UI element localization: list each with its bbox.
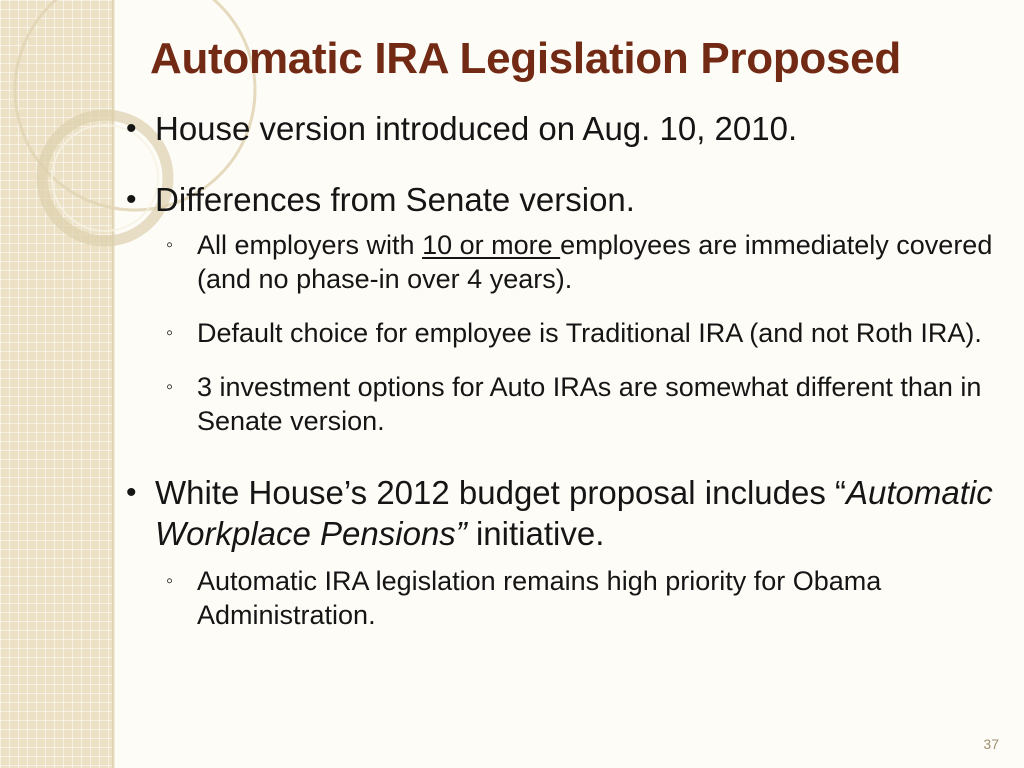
page-number: 37	[983, 736, 999, 752]
sub-bullet-circle: ◦	[166, 234, 174, 256]
bullet-dot: •	[126, 476, 137, 509]
sub-bullet-circle: ◦	[166, 322, 174, 344]
bullet-text-post: initiative.	[466, 515, 605, 552]
sub-bullet-employers	[122, 228, 1017, 296]
bullet-text: Differences from Senate version.	[155, 181, 635, 218]
sub-text-pre: All employers with	[197, 230, 423, 260]
sub-text-post: employees are immediately covered (and no phase-in over 4 years).	[197, 230, 993, 294]
bullet-dot: •	[126, 112, 137, 145]
slide-content	[122, 108, 1017, 632]
underlined-text: 10 or more	[422, 230, 561, 260]
bullet-text-pre: White House’s 2012 budget proposal includes “	[155, 474, 846, 511]
bullet-dot: •	[126, 183, 137, 216]
sub-bullet-priority	[122, 564, 1017, 632]
italic-text: Automatic Workplace Pensions”	[155, 474, 993, 552]
bullet-text: House version introduced on Aug. 10, 2010.	[155, 110, 798, 147]
sub-text: Default choice for employee is Traditional IRA (and not Roth IRA).	[197, 318, 982, 348]
sub-text: Automatic IRA legislation remains high priority for Obama Administration.	[197, 566, 882, 630]
bullet-differences	[122, 179, 1017, 220]
bullet-white-house	[122, 472, 1017, 554]
sub-bullet-default-choice	[122, 316, 1017, 350]
sub-bullet-investment-options	[122, 370, 1017, 438]
sub-bullet-circle: ◦	[166, 570, 174, 592]
slide-title: Automatic IRA Legislation Proposed	[150, 34, 901, 83]
sub-text: 3 investment options for Auto IRAs are somewhat different than in Senate version.	[197, 372, 982, 436]
sub-bullet-circle: ◦	[166, 376, 174, 398]
bullet-house-version	[122, 108, 1017, 149]
